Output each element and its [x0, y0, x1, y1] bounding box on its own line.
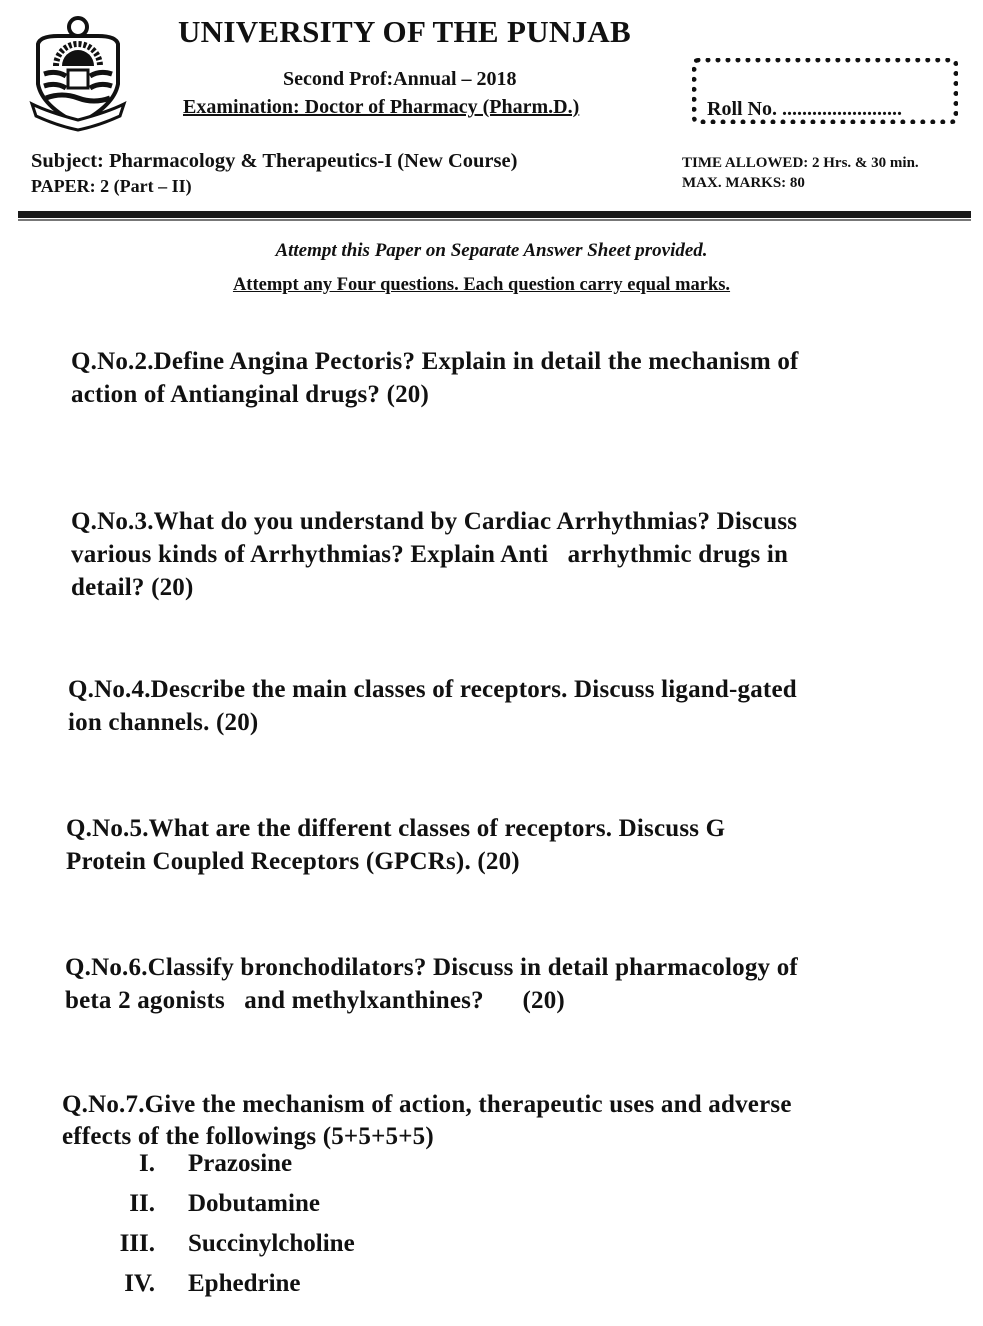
- question-text-line: various kinds of Arrhythmias? Explain Anti arrhythmic drugs in: [71, 541, 789, 568]
- roll-number-field[interactable]: Roll No. ........................: [707, 98, 902, 120]
- question-7-drug-list: [100, 1150, 355, 1310]
- paper-line: PAPER: 2 (Part – II): [31, 176, 192, 196]
- question-5: [66, 812, 936, 878]
- question-text-line: Q.No.5.What are the different classes of receptors. Discuss G: [66, 815, 726, 842]
- question-text-line: Q.No.3.What do you understand by Cardiac Arrhythmias? Discuss: [71, 508, 798, 535]
- examination-title: Examination: Doctor of Pharmacy (Pharm.D.): [183, 96, 580, 118]
- list-item-numeral: III.: [119, 1230, 155, 1257]
- question-6: [65, 951, 935, 1017]
- question-4: [68, 673, 938, 739]
- university-crest-icon: [28, 14, 128, 132]
- question-text-line: detail? (20): [71, 574, 194, 601]
- instruction-answer-sheet: Attempt this Paper on Separate Answer Sheet provided.: [275, 240, 708, 261]
- subject-line: Subject: Pharmacology & Therapeutics-I (New Course): [31, 150, 518, 172]
- list-item: [100, 1190, 320, 1230]
- question-3: [71, 505, 941, 604]
- list-item: [100, 1230, 355, 1270]
- list-item: [100, 1150, 293, 1190]
- university-title: UNIVERSITY OF THE PUNJAB: [178, 14, 632, 49]
- list-item-numeral: II.: [129, 1190, 155, 1217]
- list-item: [100, 1270, 301, 1310]
- list-item-drug: Dobutamine: [188, 1190, 320, 1217]
- header-divider-shadow: [18, 219, 971, 221]
- question-text-line: Q.No.4.Describe the main classes of receptors. Discuss ligand-gated: [68, 676, 797, 703]
- exam-session: Second Prof:Annual – 2018: [283, 68, 517, 90]
- list-item-drug: Ephedrine: [188, 1270, 301, 1297]
- question-text-line: Q.No.6.Classify bronchodilators? Discuss in detail pharmacology of: [65, 954, 798, 981]
- list-item-numeral: I.: [139, 1150, 155, 1177]
- question-2: [71, 345, 941, 411]
- question-text-line: ion channels. (20): [68, 709, 259, 736]
- max-marks: MAX. MARKS: 80: [682, 175, 805, 191]
- question-text-line: Q.No.2.Define Angina Pectoris? Explain in detail the mechanism of: [71, 348, 799, 375]
- question-text-line: Protein Coupled Receptors (GPCRs). (20): [66, 848, 520, 875]
- instruction-attempt-four: Attempt any Four questions. Each question carry equal marks.: [232, 275, 731, 295]
- question-7: [62, 1089, 932, 1153]
- time-allowed: TIME ALLOWED: 2 Hrs. & 30 min.: [682, 155, 919, 171]
- header-divider: [18, 211, 971, 218]
- question-text-line: effects of the followings (5+5+5+5): [62, 1123, 434, 1150]
- list-item-drug: Prazosine: [188, 1150, 293, 1177]
- question-text-line: beta 2 agonists and methylxanthines? (20): [65, 987, 565, 1014]
- question-text-line: Q.No.7.Give the mechanism of action, therapeutic uses and adverse: [62, 1091, 792, 1118]
- list-item-numeral: IV.: [124, 1270, 155, 1297]
- list-item-drug: Succinylcholine: [188, 1230, 355, 1257]
- question-text-line: action of Antianginal drugs? (20): [71, 381, 430, 408]
